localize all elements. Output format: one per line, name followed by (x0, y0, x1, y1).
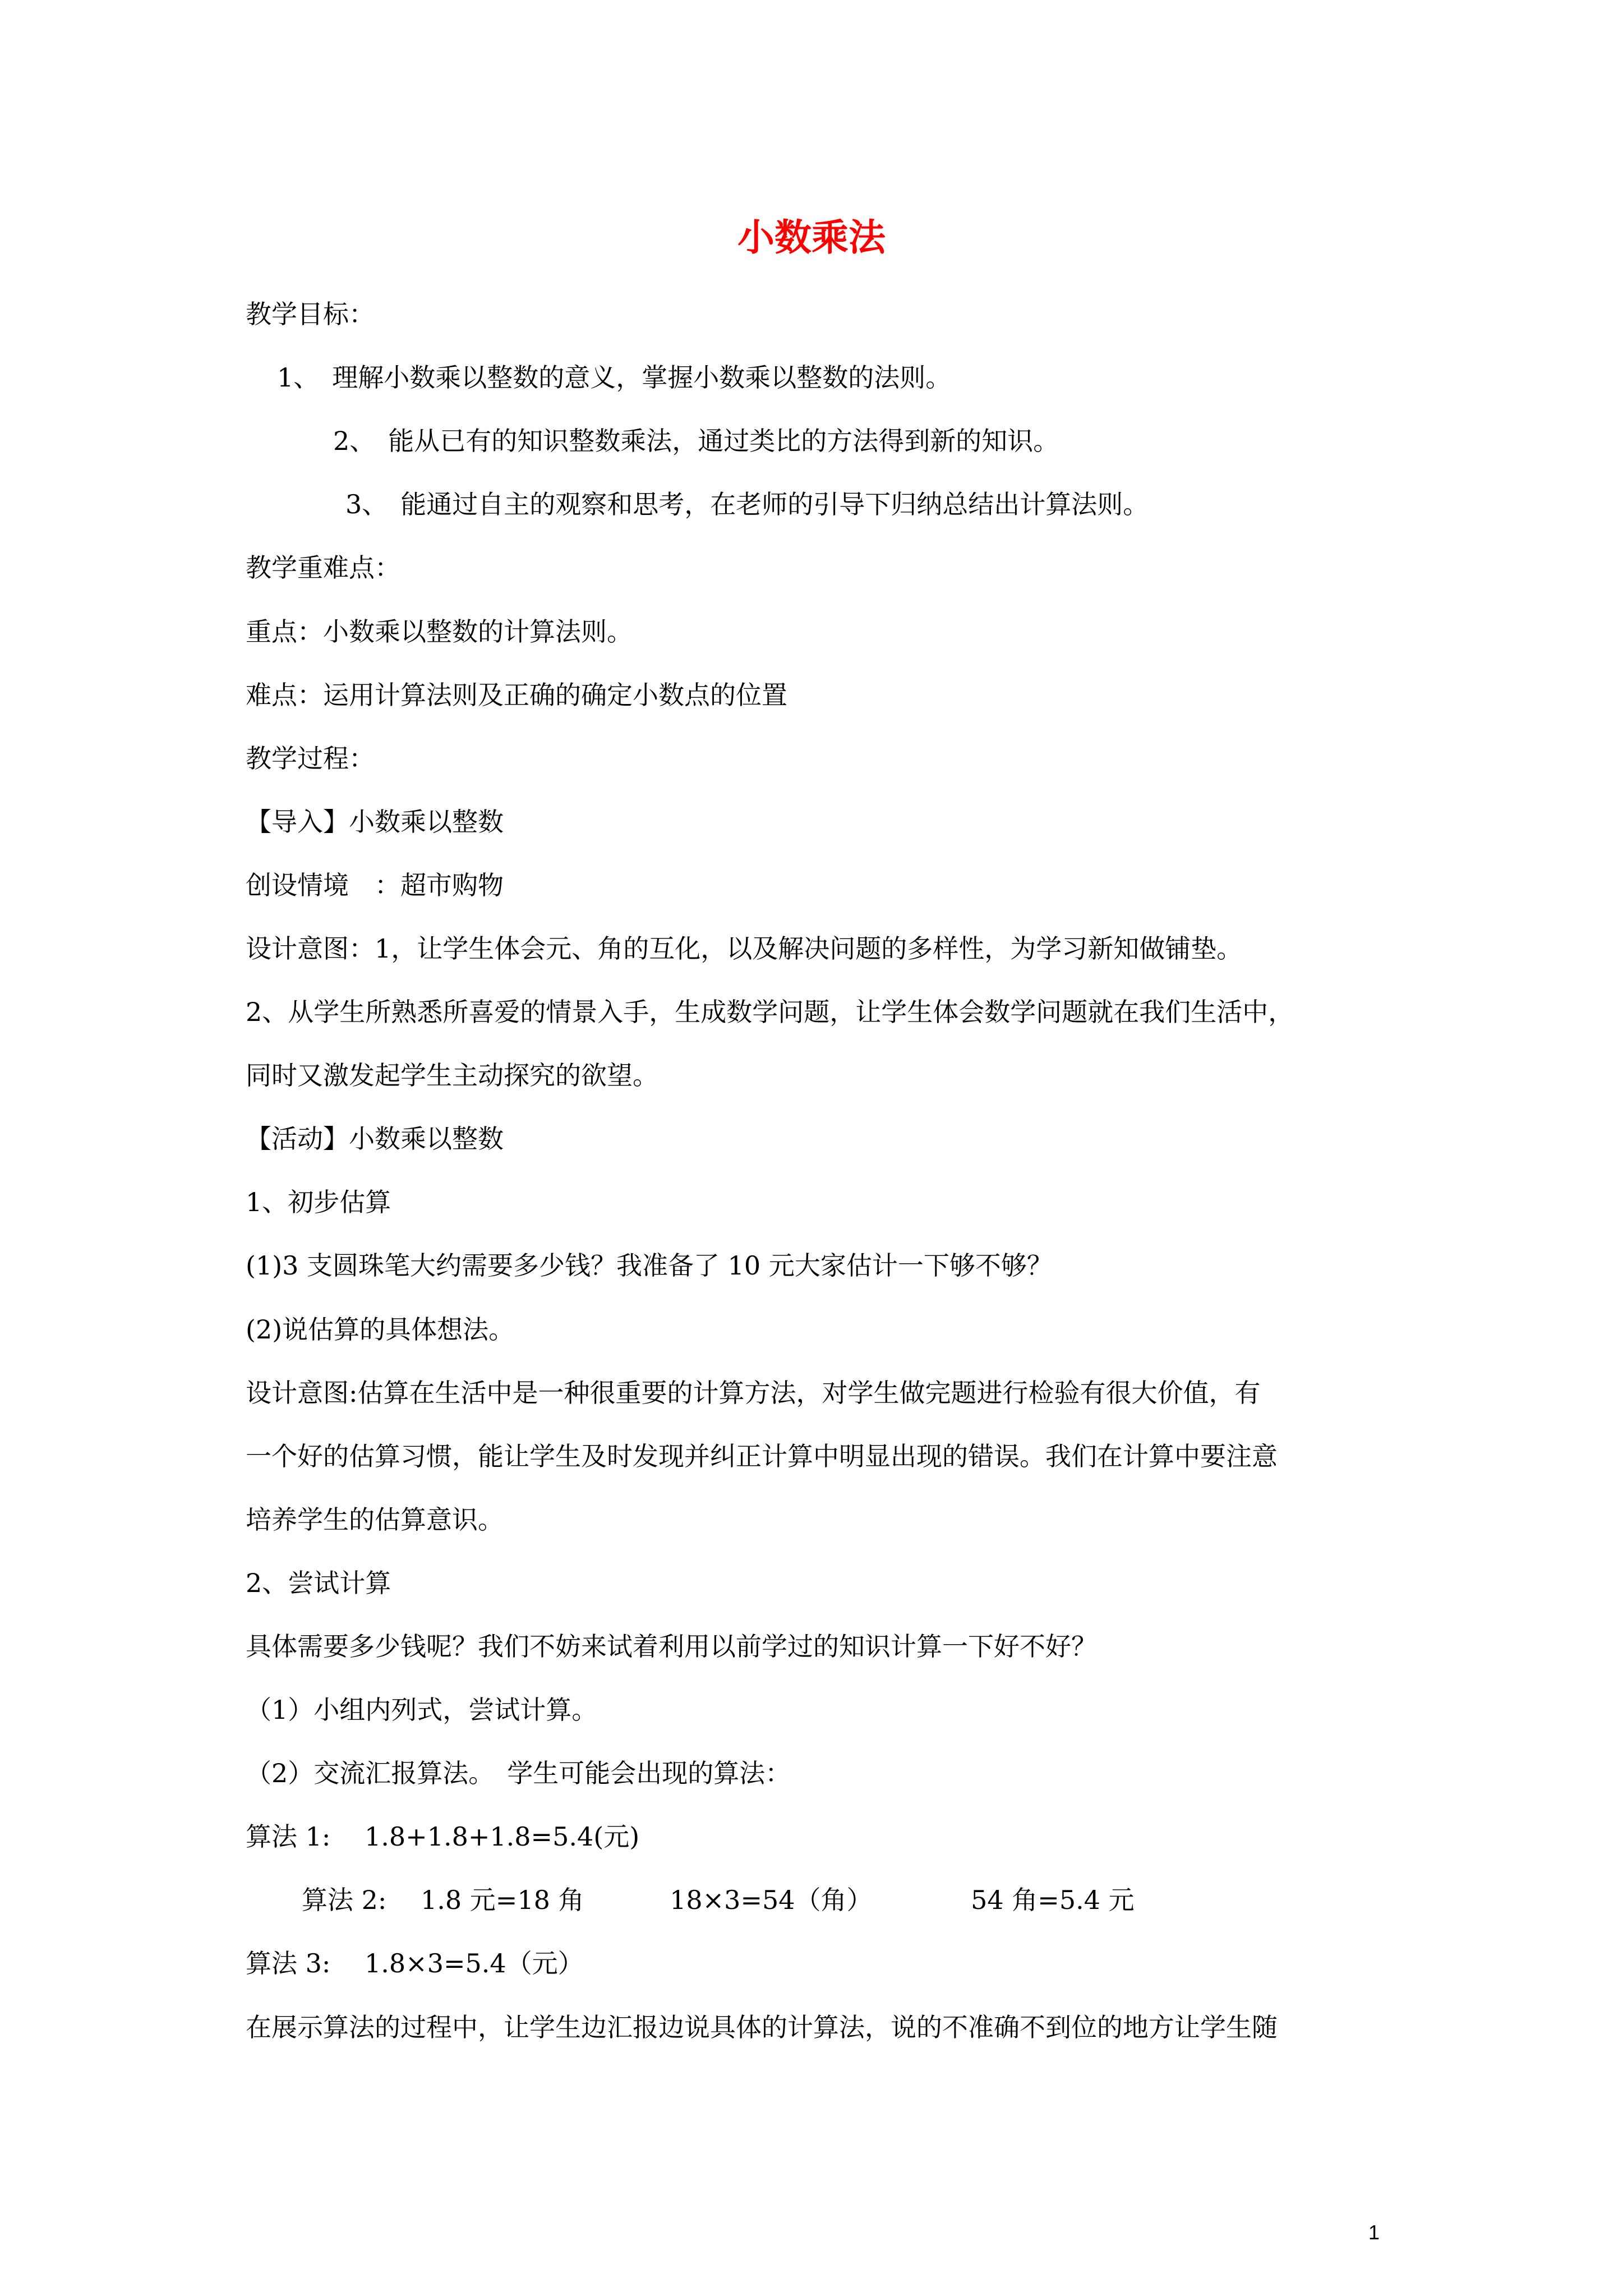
text-line: 一个好的估算习惯，能让学生及时发现并纠正计算中明显出现的错误。我们在计算中要注意 (246, 1441, 1278, 1471)
text-line: 【导入】小数乘以整数 (246, 807, 504, 837)
text-line: （2）交流汇报算法。 学生可能会出现的算法： (246, 1758, 791, 1788)
text-line: 同时又激发起学生主动探究的欲望。 (246, 1060, 658, 1091)
text-line: 2、尝试计算 (246, 1568, 391, 1598)
text-line: 在展示算法的过程中，让学生边汇报边说具体的计算法，说的不准确不到位的地方让学生随 (246, 2012, 1278, 2042)
text-line: 2、 能从已有的知识整数乘法，通过类比的方法得到新的知识。 (333, 426, 1059, 456)
text-line: 3、 能通过自主的观察和思考，在老师的引导下归纳总结出计算法则。 (345, 489, 1149, 519)
text-line: 算法 2: 1.8 元=18 角 18×3=54（角） 54 角=5.4 元 (302, 1885, 1135, 1915)
text-line: 1、初步估算 (246, 1187, 391, 1217)
text-line: (1)3 支圆珠笔大约需要多少钱？我准备了 10 元大家估计一下够不够？ (246, 1250, 1053, 1281)
text-line: 教学重难点： (246, 553, 400, 583)
text-line: (2)说估算的具体想法。 (246, 1314, 515, 1345)
text-line: 设计意图：1，让学生体会元、角的互化，以及解决问题的多样性，为学习新知做铺垫。 (246, 933, 1243, 964)
text-line: 【活动】小数乘以整数 (246, 1124, 504, 1154)
text-line: 教学目标： (246, 299, 375, 329)
text-line: 算法 1: 1.8+1.8+1.8=5.4(元) (246, 1821, 640, 1852)
text-line: 创设情境 ：超市购物 (246, 870, 504, 900)
text-line: 2、从学生所熟悉所喜爱的情景入手，生成数学问题，让学生体会数学问题就在我们生活中， (246, 997, 1294, 1027)
text-line: 具体需要多少钱呢？我们不妨来试着利用以前学过的知识计算一下好不好？ (246, 1631, 1097, 1662)
text-line: 教学过程： (246, 743, 375, 774)
text-line: （1）小组内列式，尝试计算。 (246, 1695, 598, 1725)
text-line: 重点：小数乘以整数的计算法则。 (246, 616, 633, 647)
text-line: 难点：运用计算法则及正确的确定小数点的位置 (246, 680, 787, 710)
text-line: 1、 理解小数乘以整数的意义，掌握小数乘以整数的法则。 (277, 362, 952, 393)
document-title: 小数乘法 (737, 215, 886, 259)
text-line: 设计意图:估算在生活中是一种很重要的计算方法，对学生做完题进行检验有很大价值，有 (246, 1378, 1261, 1408)
page-number: 1 (1368, 2221, 1380, 2244)
text-line: 算法 3: 1.8×3=5.4（元） (246, 1948, 584, 1978)
text-line: 培养学生的估算意识。 (246, 1504, 504, 1535)
